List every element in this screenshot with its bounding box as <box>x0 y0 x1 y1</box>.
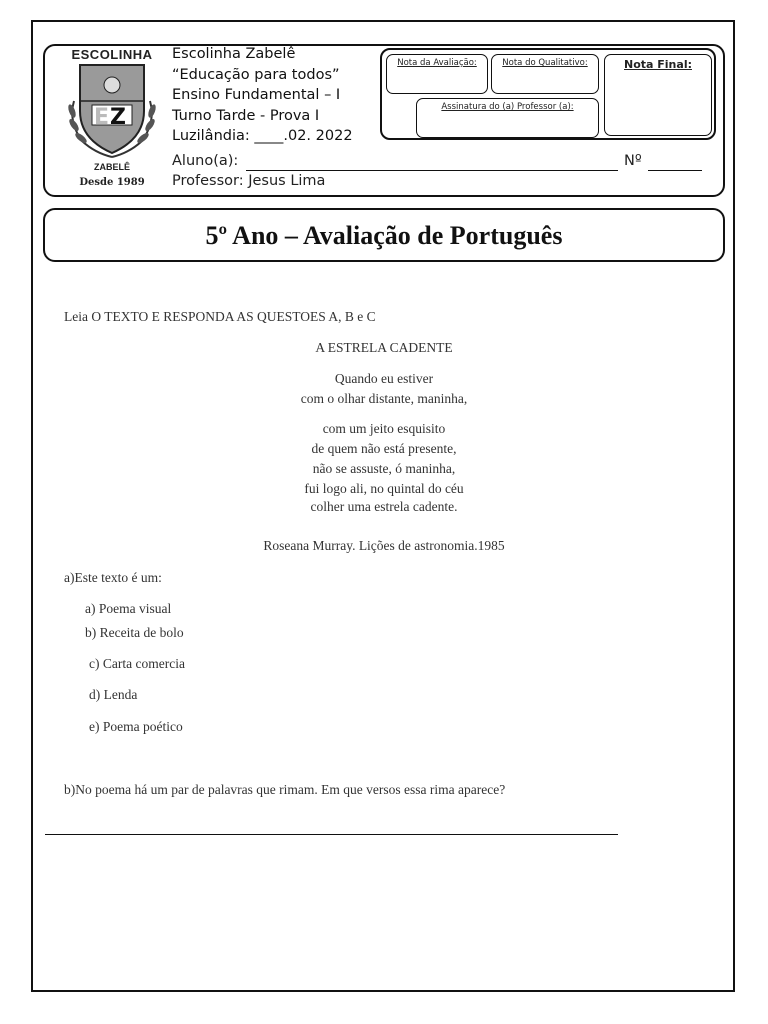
poem-line: com um jeito esquisito <box>322 421 446 436</box>
logo-bottom-text: ZABELÊ <box>94 162 130 172</box>
question-b-prompt: b)No poema há um par de palavras que rimam. Em que versos essa rima aparece? <box>64 782 506 797</box>
school-name: Escolinha Zabelê <box>172 46 296 62</box>
final-grade-box[interactable] <box>604 54 712 136</box>
shield-emblem-icon <box>60 61 164 161</box>
student-number-field[interactable] <box>648 170 702 171</box>
poem-line: de quem não está presente, <box>311 441 457 456</box>
evaluation-grade-label: Nota da Avaliação: <box>397 58 477 68</box>
school-info <box>172 44 353 147</box>
poem-title: A ESTRELA CADENTE <box>315 340 453 355</box>
logo-since-text: Desde 1989 <box>79 177 145 188</box>
svg-text:E: E <box>94 105 110 130</box>
qualitative-grade-box[interactable] <box>491 54 599 94</box>
question-a-option[interactable]: a) Poema visual <box>85 601 172 616</box>
teacher-signature-box[interactable] <box>416 98 599 138</box>
final-grade-label: Nota Final: <box>624 58 692 71</box>
grade-panel <box>380 48 716 140</box>
number-label: Nº <box>624 153 642 169</box>
question-a-option[interactable]: e) Poema poético <box>89 719 183 734</box>
page-title: 5º Ano – Avaliação de Português <box>205 221 563 250</box>
poem-line: Quando eu estiver <box>334 371 434 386</box>
question-a-prompt: a)Este texto é um: <box>64 570 162 585</box>
exam-date: Luzilândia: ____.02. 2022 <box>172 128 353 144</box>
instruction-text: Leia O TEXTO E RESPONDA AS QUESTOES A, B e C <box>64 309 376 324</box>
question-a-option[interactable]: b) Receita de bolo <box>85 625 184 640</box>
school-level: Ensino Fundamental – I <box>172 87 341 103</box>
student-name-field[interactable] <box>246 170 618 171</box>
poem-line: fui logo ali, no quintal do céu <box>304 481 464 496</box>
poem-source: Roseana Murray. Lições de astronomia.1985 <box>263 538 505 553</box>
question-a-option[interactable]: d) Lenda <box>89 687 138 702</box>
school-motto: “Educação para todos” <box>172 66 340 83</box>
poem-line: não se assuste, ó maninha, <box>312 461 456 476</box>
poem-line: com o olhar distante, maninha, <box>300 391 468 406</box>
student-label: Aluno(a): <box>172 153 239 169</box>
logo-top-text: ESCOLINHA <box>71 47 153 62</box>
teacher-signature-label: Assinatura do (a) Professor (a): <box>441 102 574 112</box>
answer-line[interactable] <box>45 834 618 835</box>
evaluation-grade-box[interactable] <box>386 54 488 94</box>
qualitative-grade-label: Nota do Qualitativo: <box>502 58 588 68</box>
svg-text:Z: Z <box>110 105 126 130</box>
title-box <box>43 208 725 262</box>
teacher-name: Professor: Jesus Lima <box>172 173 326 189</box>
school-shift: Turno Tarde - Prova I <box>172 107 320 124</box>
poem-line: colher uma estrela cadente. <box>310 499 458 514</box>
question-a-option[interactable]: c) Carta comercia <box>89 656 185 671</box>
school-logo <box>58 47 166 193</box>
